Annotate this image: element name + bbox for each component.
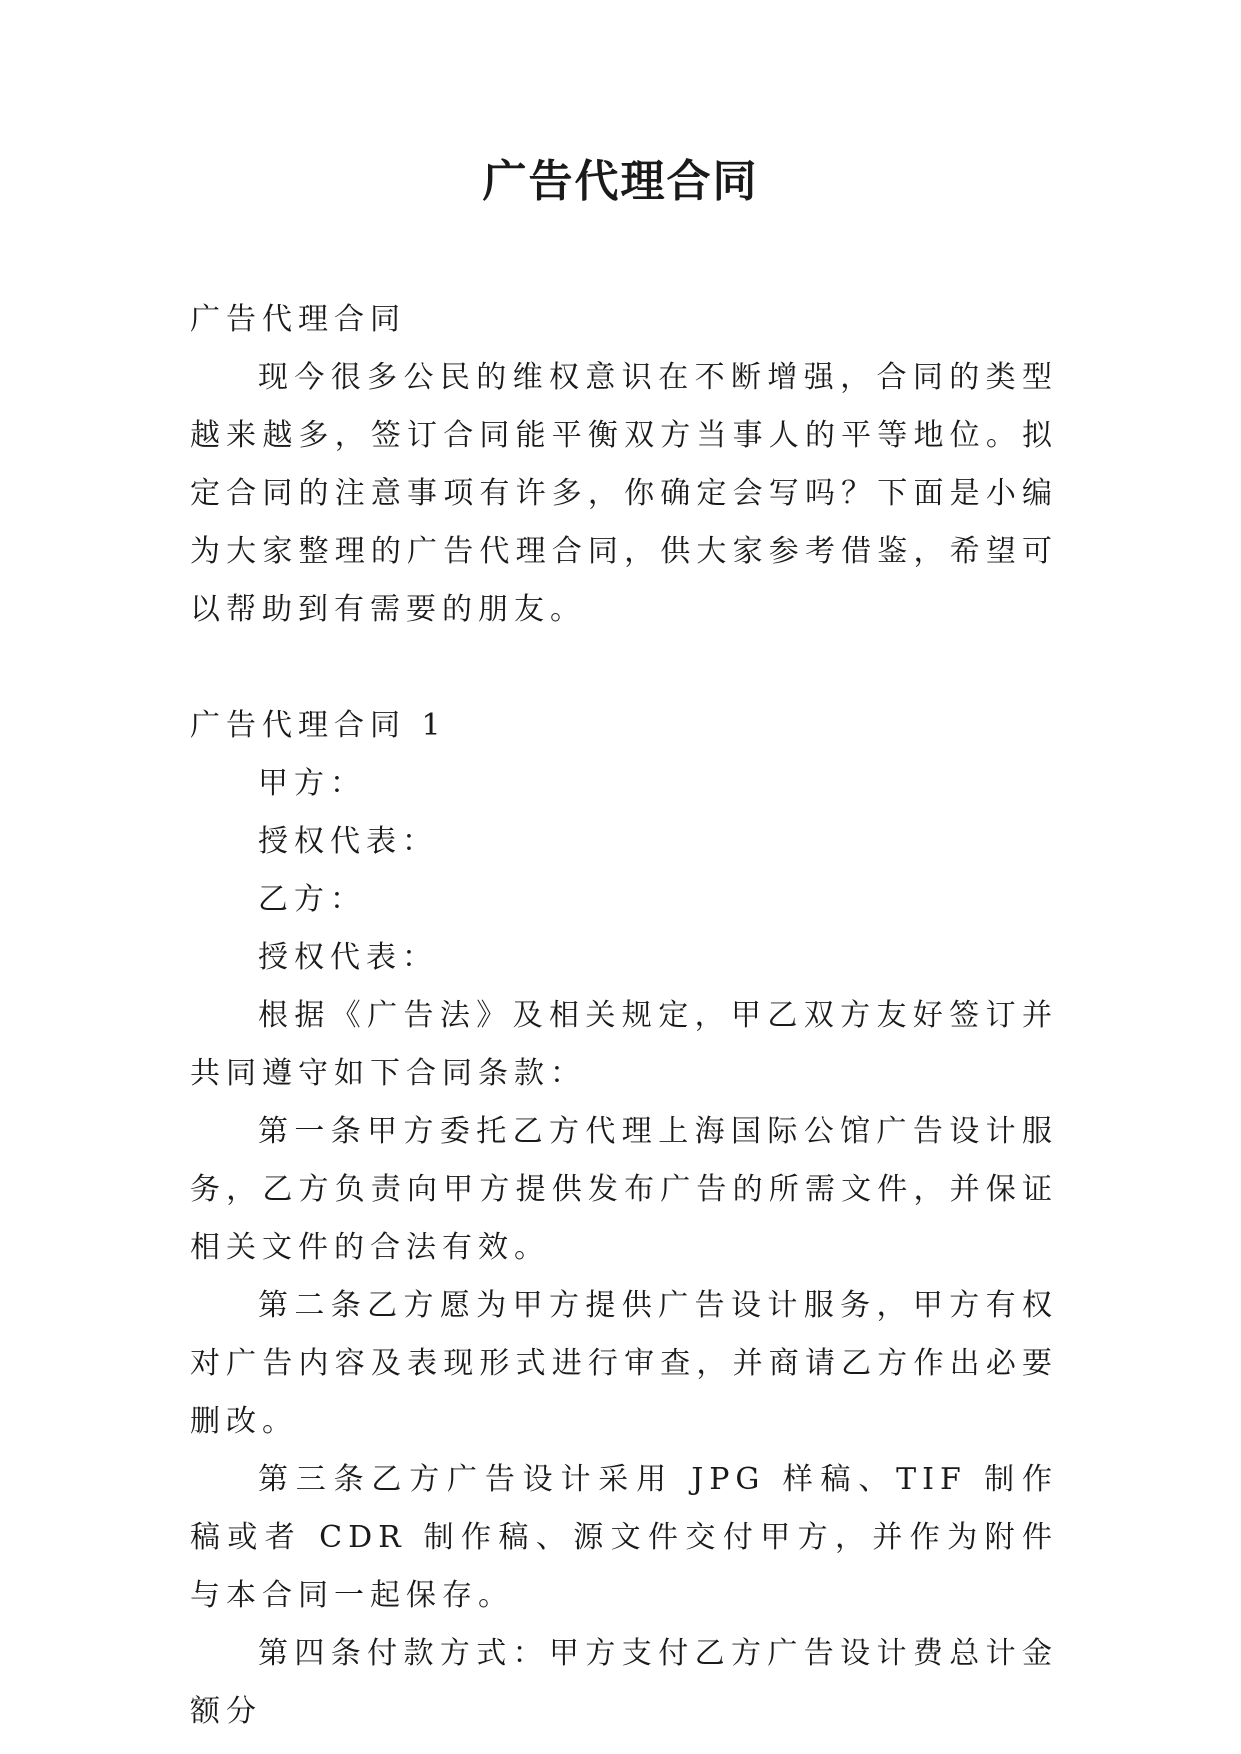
paragraph-spacer xyxy=(190,639,1058,697)
section-heading: 广告代理合同 1 xyxy=(190,708,447,743)
preamble-paragraph: 根据《广告法》及相关规定，甲乙双方友好签订并共同遵守如下合同条款： xyxy=(190,998,1058,1091)
document-subtitle: 广告代理合同 xyxy=(190,302,406,337)
document-body xyxy=(190,291,1058,1741)
article-1-paragraph: 第一条甲方委托乙方代理上海国际公馆广告设计服务，乙方负责向甲方提供发布广告的所需文件，并保证相关文件的合法有效。 xyxy=(190,1114,1058,1265)
article-3-paragraph: 第三条乙方广告设计采用 JPG 样稿、TIF 制作稿或者 CDR 制作稿、源文件交付甲方，并作为附件与本合同一起保存。 xyxy=(190,1462,1058,1613)
document-title: 广告代理合同 xyxy=(482,156,759,207)
party-b-line: 乙方： xyxy=(258,882,366,917)
article-4-paragraph: 第四条付款方式：甲方支付乙方广告设计费总计金额分 xyxy=(190,1636,1058,1729)
party-a-line: 甲方： xyxy=(258,766,366,801)
intro-paragraph: 现今很多公民的维权意识在不断增强，合同的类型越来越多，签订合同能平衡双方当事人的平等地位。拟定合同的注意事项有许多，你确定会写吗？下面是小编为大家整理的广告代理合同，供大家参考借鉴，希望可以帮助到有需要的朋友。 xyxy=(190,360,1058,627)
party-a-representative-line: 授权代表： xyxy=(258,824,438,859)
party-b-representative-line: 授权代表： xyxy=(258,940,438,975)
article-2-paragraph: 第二条乙方愿为甲方提供广告设计服务，甲方有权对广告内容及表现形式进行审查，并商请乙方作出必要删改。 xyxy=(190,1288,1058,1439)
